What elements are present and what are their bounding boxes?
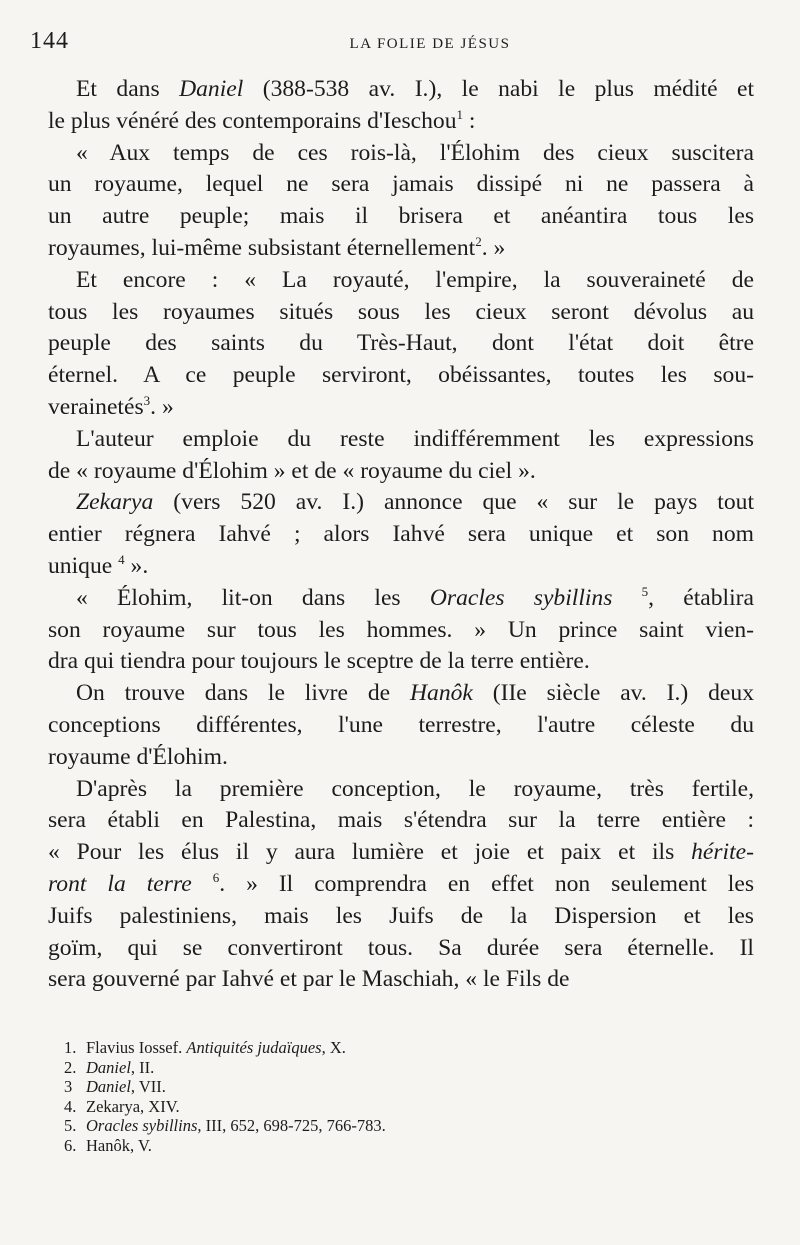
page-header [30,28,770,60]
text-run: , X. [321,1038,346,1057]
text-run: D'après la première conception, le royaume, très fertile, [76,775,754,802]
footnote [64,1116,664,1136]
text-run: « Élohim, lit-on dans les [76,584,430,611]
footnote-ref: 1 [456,106,463,122]
text-line [48,169,754,201]
text-run [612,585,641,611]
text-run: Zekarya [76,489,154,516]
paragraph [48,583,754,678]
body-text [48,74,754,996]
text-run: un royaume, lequel ne sera jamais dissipé ni ne passera à [48,171,754,198]
text-run: . » [481,234,506,261]
text-run: (388-538 av. I.), le nabi le plus médité et [243,76,755,102]
text-run: royaumes, lui-même subsistant éternellement [48,234,476,261]
footnote [64,1097,664,1117]
text-run: Juifs palestiniens, mais les Juifs de la Dispersion et les [48,902,754,929]
text-line [48,742,754,774]
footnote-number: 6. [64,1135,77,1155]
text-line [48,487,754,519]
text-line [48,392,754,424]
text-run: ront la terre [48,870,192,897]
text-line [48,774,754,806]
paragraph [48,774,754,997]
footnote-ref: 5 [641,583,649,599]
text-run: royaume d'Élohim. [48,743,228,770]
text-run: le plus vénéré des contemporains d'Ieschou [48,107,457,134]
text-run: . » [150,393,174,420]
footnote-number: 5. [64,1116,77,1135]
text-run: entier régnera Iahvé ; alors Iahvé sera unique et son nom [48,521,754,548]
text-run: Zekarya, XIV. [86,1096,180,1116]
text-run: On trouve dans le livre de [76,680,410,707]
text-run: Et encore : « La royauté, l'empire, la souveraineté de [76,266,754,293]
footnote-number: 1. [64,1038,77,1057]
text-run: L'auteur emploie du reste indifféremment les expressions [76,425,754,452]
page-number: 144 [30,28,69,54]
footnote-ref: 6 [212,869,220,885]
footnote-number: 2. [64,1057,77,1077]
text-run: verainetés [48,393,144,420]
text-run: dra qui tiendra pour toujours le sceptre de la terre entière. [48,648,590,675]
paragraph [48,487,754,582]
footnotes [64,1038,664,1155]
text-run: peuple des saints du Très-Haut, dont l'état doit être [48,330,754,357]
text-run: un autre peuple; mais il brisera et anéantira tous les [48,203,754,230]
text-run: Daniel [179,76,244,102]
text-line [48,424,754,456]
text-run: Et dans [76,76,180,102]
text-run: « Aux temps de ces rois-là, l'Élohim des cieux suscitera [76,139,754,166]
text-line [48,678,754,710]
text-run: sera gouverné par Iahvé et par le Maschiah, « le Fils de [48,966,570,993]
text-run: unique [48,552,119,579]
text-line [48,646,754,678]
text-run: goïm, qui se convertiront tous. Sa durée sera éternelle. Il [48,934,754,961]
text-run: tous les royaumes situés sous les cieux seront dévolus au [48,298,754,325]
text-line [48,328,754,360]
text-run: , établira [648,584,754,611]
text-run: Hanôk, V. [86,1135,152,1155]
text-run: Hanôk [409,680,473,707]
text-run: son royaume sur tous les hommes. » Un prince saint vien- [48,616,754,643]
text-line [48,265,754,297]
text-line [48,360,754,392]
text-line [48,710,754,742]
text-line [48,805,754,837]
text-line [48,74,754,106]
paragraph [48,424,754,488]
text-run: hérite- [691,839,754,866]
footnote-ref: 4 [118,551,125,567]
footnote [64,1077,664,1097]
footnote-number: 3 [64,1077,73,1096]
text-line [48,837,754,869]
text-run: , II. [130,1057,155,1077]
text-line [48,519,754,551]
text-run: sera établi en Palestina, mais s'étendra sur la terre entière : [48,807,754,834]
text-line [48,106,754,138]
text-run: de « royaume d'Élohim » et de « royaume du ciel ». [48,457,536,484]
text-line [48,583,754,615]
text-line [48,901,754,933]
text-run: « Pour les élus il y aura lumière et joie et paix et ils [48,839,692,866]
text-run: Flavius Iossef. [86,1038,187,1057]
text-line [48,551,754,583]
text-run: : [463,107,476,134]
text-run: ». [124,552,149,579]
footnote-ref: 3 [143,392,151,408]
footnote-number: 4. [64,1096,77,1116]
text-run: Antiquités judaïques [186,1038,322,1057]
text-line [48,615,754,647]
paragraph [48,265,754,424]
text-run: Daniel [86,1057,131,1077]
paragraph [48,678,754,773]
text-line [48,201,754,233]
running-title: LA FOLIE DE JÉSUS [349,36,511,52]
text-line [48,869,754,901]
text-run: (vers 520 av. I.) annonce que « sur le pays tout [153,489,754,516]
text-line [48,456,754,488]
text-run: éternel. A ce peuple serviront, obéissantes, toutes les sou- [48,362,754,389]
paragraph [48,138,754,265]
text-run: , III, 652, 698-725, 766-783. [197,1116,386,1135]
footnote [64,1136,664,1156]
text-line [48,233,754,265]
text-line [48,964,754,996]
text-run: Oracles sybillins [86,1116,198,1135]
footnote [64,1058,664,1078]
text-run: , VII. [130,1077,166,1096]
text-run: (IIe siècle av. I.) deux [472,680,754,707]
text-run: conceptions différentes, l'une terrestre, l'autre céleste du [48,711,754,738]
footnote-ref: 2 [475,233,482,249]
text-line [48,933,754,965]
text-line [48,138,754,170]
text-run [192,871,213,897]
paragraph [48,74,754,138]
text-run: Daniel [86,1077,131,1096]
footnote [64,1038,664,1058]
text-run: Oracles sybillins [429,584,613,611]
text-line [48,297,754,329]
text-run: . » Il comprendra en effet non seulement les [219,870,754,897]
